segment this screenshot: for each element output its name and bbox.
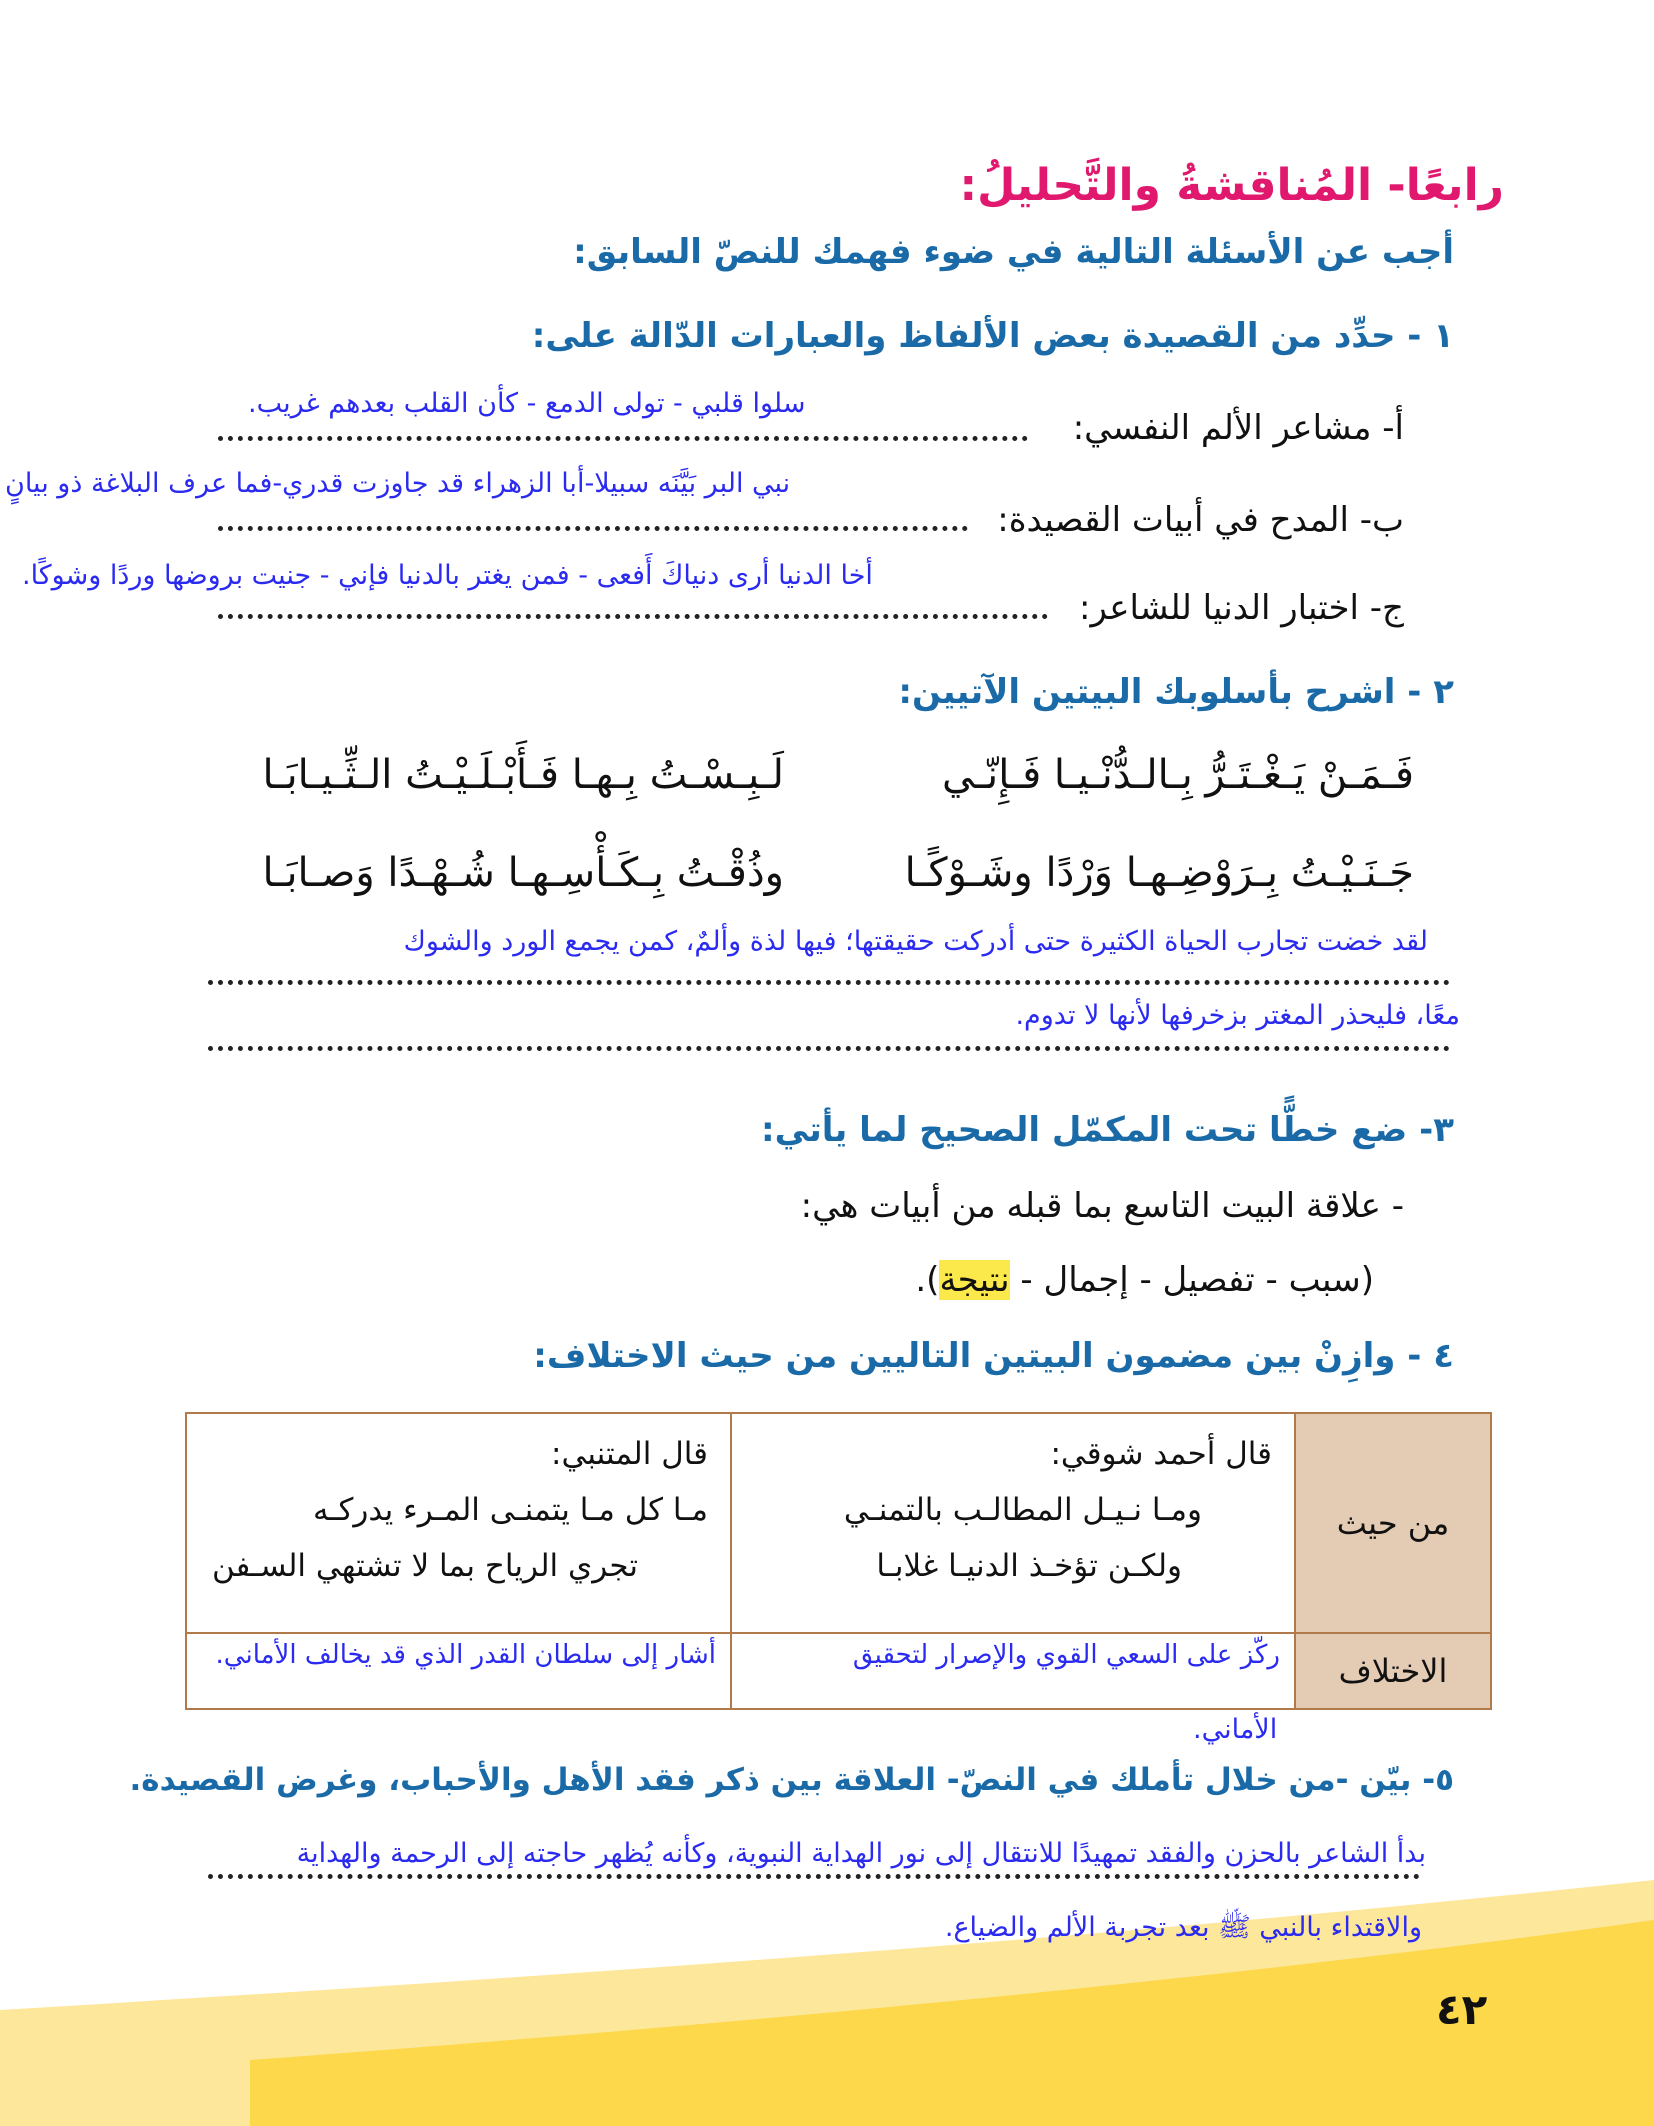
instruction: أجب عن الأسئلة التالية في ضوء فهمك للنصّ السابق: bbox=[573, 232, 1454, 272]
row-label-aspect: من حيث bbox=[1295, 1413, 1491, 1633]
q3-selected-answer: نتيجة bbox=[939, 1260, 1010, 1300]
answer-line bbox=[208, 980, 1450, 985]
mutanabbi-cell bbox=[186, 1413, 731, 1633]
answer-line bbox=[208, 1046, 1450, 1051]
q1-heading: ١ - حدِّد من القصيدة بعض الألفاظ والعبارات الدّالة على: bbox=[531, 316, 1454, 356]
q2-answer-line-2: معًا، فليحذر المغتر بزخرفها لأنها لا تدوم. bbox=[1015, 1000, 1460, 1031]
mutanabbi-intro: قال المتنبي: bbox=[551, 1436, 708, 1472]
shawqi-cell bbox=[731, 1413, 1295, 1633]
answer-line bbox=[218, 436, 1028, 441]
q1-answer-a: سلوا قلبي - تولى الدمع - كأن القلب بعدهم غريب. bbox=[248, 388, 806, 419]
shawqi-line-1: ومـا نـيـل المطالـب بالتمنـي bbox=[843, 1492, 1202, 1528]
shawqi-difference: ركّز على السعي القوي والإصرار لتحقيق bbox=[731, 1633, 1295, 1709]
shawqi-difference-wrap: الأماني. bbox=[1193, 1714, 1278, 1745]
answer-line bbox=[218, 614, 1048, 619]
q1-answer-c: أخا الدنيا أرى دنياكَ أَفعى - فمن يغتر بالدنيا فإني - جنيت بروضها وردًا وشوكًا. bbox=[22, 560, 873, 591]
comparison-table bbox=[185, 1412, 1492, 1710]
q4-heading: ٤ - وازِنْ بين مضمون البيتين التاليين من حيث الاختلاف: bbox=[533, 1336, 1454, 1376]
q3-statement: - علاقة البيت التاسع بما قبله من أبيات هي: bbox=[800, 1186, 1404, 1226]
page-number: ٤٢ bbox=[1436, 1985, 1488, 2034]
answer-line bbox=[208, 1874, 1420, 1879]
q5-answer-line-1: بدأ الشاعر بالحزن والفقد تمهيدًا للانتقال إلى نور الهداية النبوية، وكأنه يُظهر حاجته إلى الرحمة والهداية bbox=[296, 1838, 1426, 1869]
verse-2-first-hemistich: جَـنَـيْـتُ بِـرَوْضِـهـا وَرْدًا وشَـوْكًـا bbox=[904, 850, 1414, 896]
shawqi-line-2: ولكـن تؤخـذ الدنيـا غلابـا bbox=[876, 1548, 1182, 1584]
q2-answer-line-1: لقد خضت تجارب الحياة الكثيرة حتى أدركت حقيقتها؛ فيها لذة وألمٌ، كمن يجمع الورد والشوك bbox=[403, 926, 1428, 957]
verse-2-second-hemistich: وذُقْـتُ بِـكَـأْسِـهـا شُـهْـدًا وَصـابَـا bbox=[262, 850, 784, 896]
verse-1-first-hemistich: فَـمَـنْ يَـغْـتَـرُّ بِـالـدُّنْـيـا فَـإِنّـي bbox=[942, 752, 1414, 798]
q3-options-suffix: ). bbox=[915, 1260, 940, 1300]
q1-answer-b: نبي البر بَيَّنَه سبيلا-أبا الزهراء قد جاوزت قدري-فما عرف البلاغة ذو بيانٍ bbox=[5, 468, 791, 499]
shawqi-intro: قال أحمد شوقي: bbox=[1050, 1436, 1272, 1472]
mutanabbi-difference: أشار إلى سلطان القدر الذي قد يخالف الأماني. bbox=[186, 1633, 731, 1709]
q3-heading: ٣- ضع خطًّا تحت المكمّل الصحيح لما يأتي: bbox=[760, 1110, 1454, 1150]
section-title: رابعًا- المُناقشةُ والتَّحليلُ: bbox=[959, 160, 1504, 211]
q2-heading: ٢ - اشرح بأسلوبك البيتين الآتيين: bbox=[898, 672, 1454, 712]
mutanabbi-line-1: مـا كل مـا يتمنـى المـرء يدركـه bbox=[312, 1492, 708, 1528]
row-label-difference: الاختلاف bbox=[1295, 1633, 1491, 1709]
mutanabbi-line-2: تجري الرياح بما لا تشتهي السـفن bbox=[211, 1548, 638, 1584]
q5-heading: ٥- بيّن -من خلال تأملك في النصّ- العلاقة بين ذكر فقد الأهل والأحباب، وغرض القصيدة. bbox=[129, 1762, 1454, 1798]
q1-label-a: أ- مشاعر الألم النفسي: bbox=[1072, 408, 1404, 448]
q5-answer-line-2: والاقتداء بالنبي ﷺ بعد تجربة الألم والضياع. bbox=[944, 1912, 1422, 1943]
verse-1-second-hemistich: لَـبِـسْـتُ بِـهـا فَـأَبْـلَـيْـتُ الـثِّـيـابَـا bbox=[262, 752, 784, 798]
q1-label-c: ج- اختبار الدنيا للشاعر: bbox=[1079, 588, 1404, 628]
answer-line bbox=[218, 526, 968, 531]
q3-options-prefix: (سبب - تفصيل - إجمال - bbox=[1009, 1260, 1374, 1300]
q3-options bbox=[915, 1260, 1374, 1300]
q1-label-b: ب- المدح في أبيات القصيدة: bbox=[997, 500, 1404, 540]
